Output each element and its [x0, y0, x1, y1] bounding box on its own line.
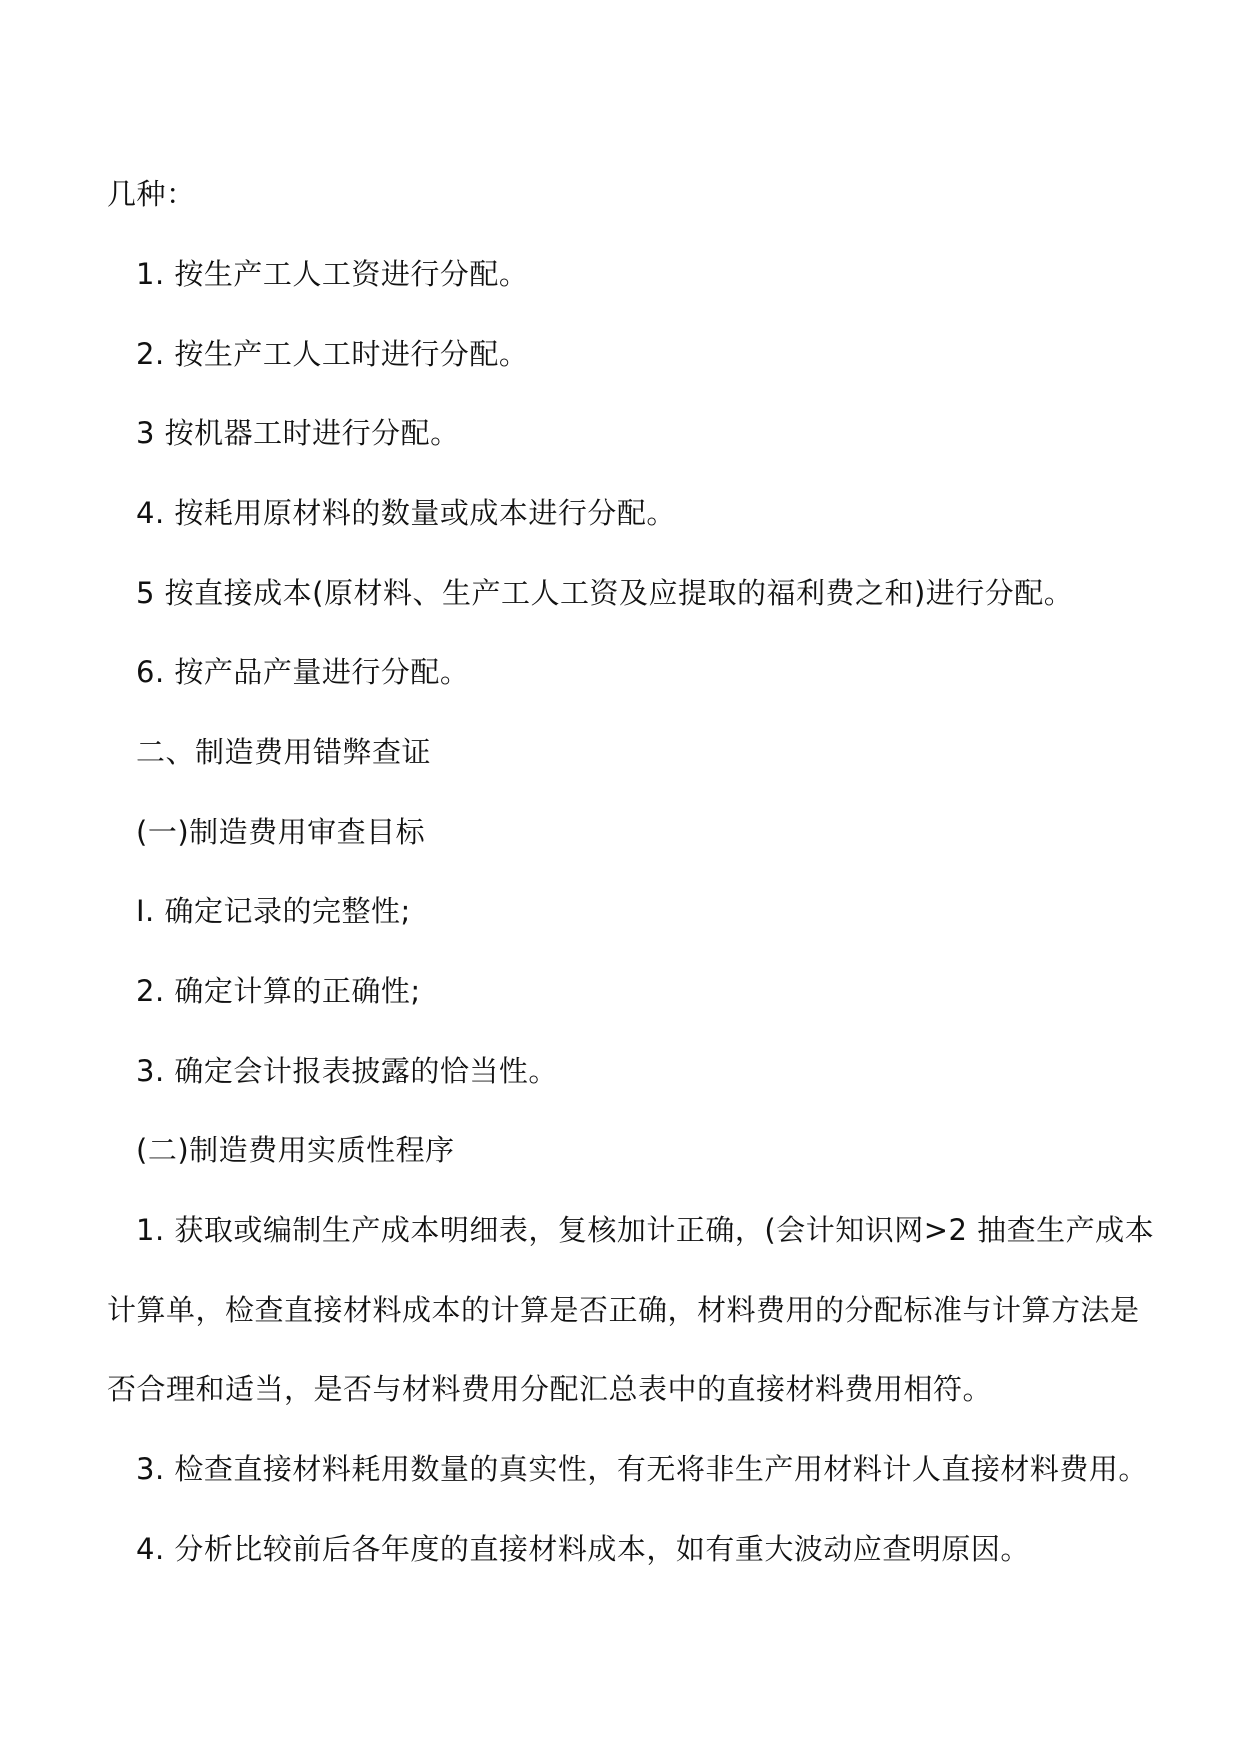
objective-item-3: 3. 确定会计报表披露的恰当性。 [136, 1054, 558, 1088]
procedure-item-3: 3. 检查直接材料耗用数量的真实性，有无将非生产用材料计人直接材料费用。 [136, 1452, 1148, 1486]
list-item-method-6: 6. 按产品产量进行分配。 [136, 655, 470, 689]
objective-item-2: 2. 确定计算的正确性; [136, 974, 421, 1008]
subsection-heading-1: (一)制造费用审查目标 [136, 815, 426, 849]
procedure-line-2: 计算单，检查直接材料成本的计算是否正确，材料费用的分配标准与计算方法是 [107, 1293, 1140, 1327]
list-item-method-3: 3 按机器工时进行分配。 [136, 416, 460, 450]
list-item-method-1: 1. 按生产工人工资进行分配。 [136, 257, 529, 291]
objective-item-1: I. 确定记录的完整性; [136, 894, 411, 928]
list-item-method-2: 2. 按生产工人工时进行分配。 [136, 337, 529, 371]
procedure-line-3: 否合理和适当，是否与材料费用分配汇总表中的直接材料费用相符。 [107, 1372, 993, 1406]
procedure-item-4: 4. 分析比较前后各年度的直接材料成本，如有重大波动应查明原因。 [136, 1532, 1030, 1566]
list-item-method-5: 5 按直接成本(原材料、生产工人工资及应提取的福利费之和)进行分配。 [136, 576, 1074, 610]
procedure-line-1: 1. 获取或编制生产成本明细表，复核加计正确，(会计知识网>2 抽查生产成本 [136, 1213, 1155, 1247]
subsection-heading-2: (二)制造费用实质性程序 [136, 1133, 455, 1167]
list-item-method-4: 4. 按耗用原材料的数量或成本进行分配。 [136, 496, 676, 530]
paragraph-intro-fragment: 几种： [107, 177, 196, 211]
section-heading-2: 二、制造费用错弊查证 [136, 735, 432, 769]
